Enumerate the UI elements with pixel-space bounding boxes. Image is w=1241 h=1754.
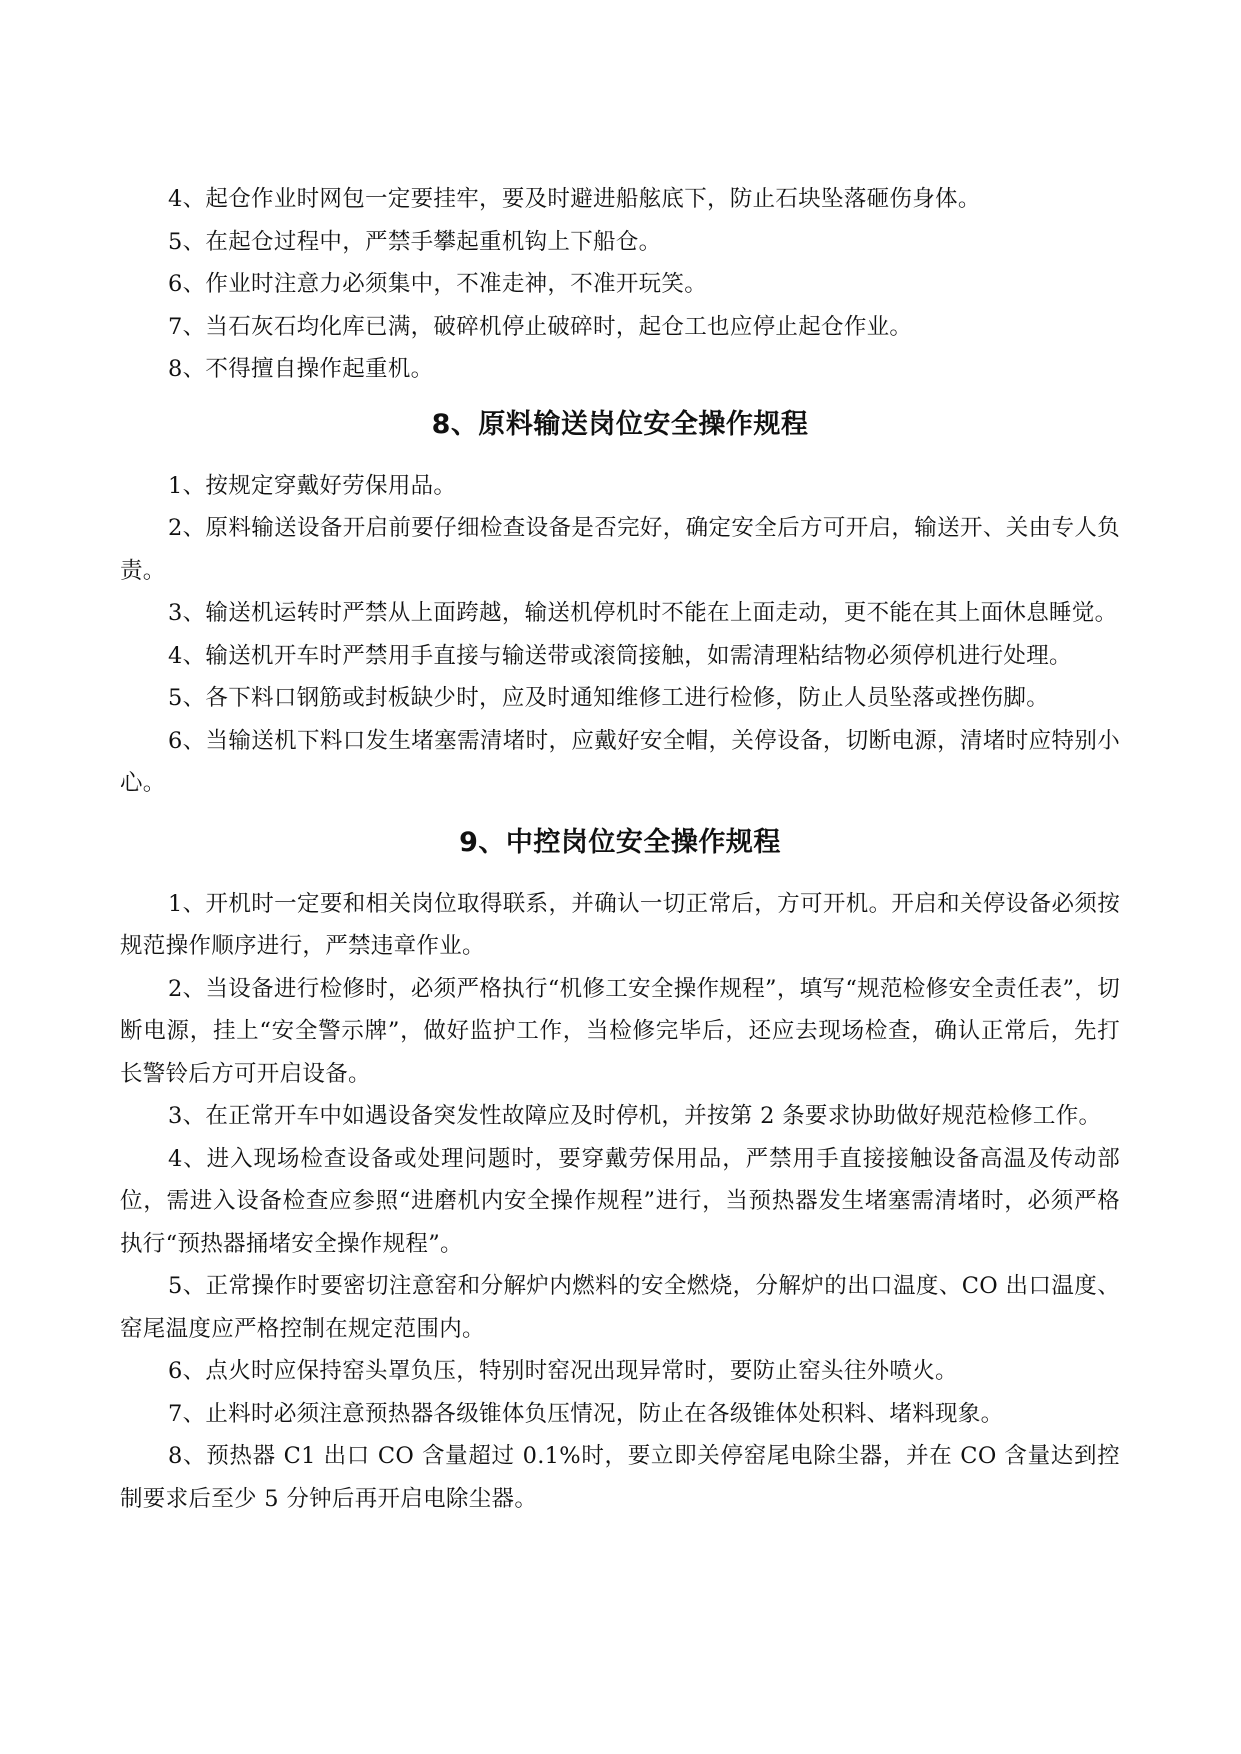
rule-item: 6、点火时应保持窑头罩负压，特别时窑况出现异常时，要防止窑头往外喷火。 bbox=[168, 1358, 958, 1384]
rule-item: 4、输送机开车时严禁用手直接与输送带或滚筒接触，如需清理粘结物必须停机进行处理。 bbox=[168, 642, 1072, 669]
rule-item: 8、不得擅自操作起重机。 bbox=[168, 356, 434, 382]
rule-item: 3、输送机运转时严禁从上面跨越，输送机停机时不能在上面走动，更不能在其上面休息睡觉。 bbox=[168, 600, 1118, 626]
section-9-title: 9、中控岗位安全操作规程 bbox=[459, 826, 781, 858]
rule-item: 2、当设备进行检修时，必须严格执行“机修工安全操作规程”，填写“规范检修安全责任表”，切断电源，挂上“安全警示牌”，做好监护工作，当检修完毕后，还应去现场检查，确认正常后，先打长警铃后方可开启设备。 bbox=[120, 975, 1120, 1087]
rule-item: 6、作业时注意力必须集中，不准走神，不准开玩笑。 bbox=[168, 271, 708, 297]
rule-item: 1、开机时一定要和相关岗位取得联系，并确认一切正常后，方可开机。开启和关停设备必须按规范操作顺序进行，严禁违章作业。 bbox=[120, 890, 1120, 959]
rule-item: 4、起仓作业时网包一定要挂牢，要及时避进船舷底下，防止石块坠落砸伤身体。 bbox=[168, 186, 981, 212]
rule-item: 4、进入现场检查设备或处理问题时，要穿戴劳保用品，严禁用手直接接触设备高温及传动部位，需进入设备检查应参照“进磨机内安全操作规程”进行，当预热器发生堵塞需清堵时，必须严格执行“预热器捅堵安全操作规程”。 bbox=[120, 1145, 1120, 1257]
previous-section-continuation bbox=[120, 178, 1120, 391]
rule-item: 7、止料时必须注意预热器各级锥体负压情况，防止在各级锥体处积料、堵料现象。 bbox=[168, 1400, 1004, 1427]
rule-item: 5、各下料口钢筋或封板缺少时，应及时通知维修工进行检修，防止人员坠落或挫伤脚。 bbox=[168, 685, 1050, 711]
rule-item: 8、预热器 C1 出口 CO 含量超过 0.1%时，要立即关停窑尾电除尘器，并在 CO 含量达到控制要求后至少 5 分钟后再开启电除尘器。 bbox=[120, 1443, 1120, 1512]
rule-item: 7、当石灰石均化库已满，破碎机停止破碎时，起仓工也应停止起仓作业。 bbox=[168, 313, 913, 340]
rule-item: 3、在正常开车中如遇设备突发性故障应及时停机，并按第 2 条要求协助做好规范检修工作。 bbox=[168, 1103, 1102, 1129]
document-page bbox=[120, 178, 1120, 1520]
section-9-body bbox=[120, 883, 1120, 1521]
rule-item: 5、在起仓过程中，严禁手攀起重机钩上下船仓。 bbox=[168, 228, 662, 255]
section-8-title: 8、原料输送岗位安全操作规程 bbox=[431, 408, 809, 440]
rule-item: 1、按规定穿戴好劳保用品。 bbox=[168, 472, 457, 499]
section-8-body bbox=[120, 465, 1120, 805]
rule-item: 6、当输送机下料口发生堵塞需清堵时，应戴好安全帽，关停设备，切断电源，清堵时应特别小心。 bbox=[120, 727, 1120, 796]
rule-item: 5、正常操作时要密切注意窑和分解炉内燃料的安全燃烧，分解炉的出口温度、CO 出口温度、窑尾温度应严格控制在规定范围内。 bbox=[120, 1273, 1120, 1342]
rule-item: 2、原料输送设备开启前要仔细检查设备是否完好，确定安全后方可开启，输送开、关由专人负责。 bbox=[120, 515, 1120, 584]
